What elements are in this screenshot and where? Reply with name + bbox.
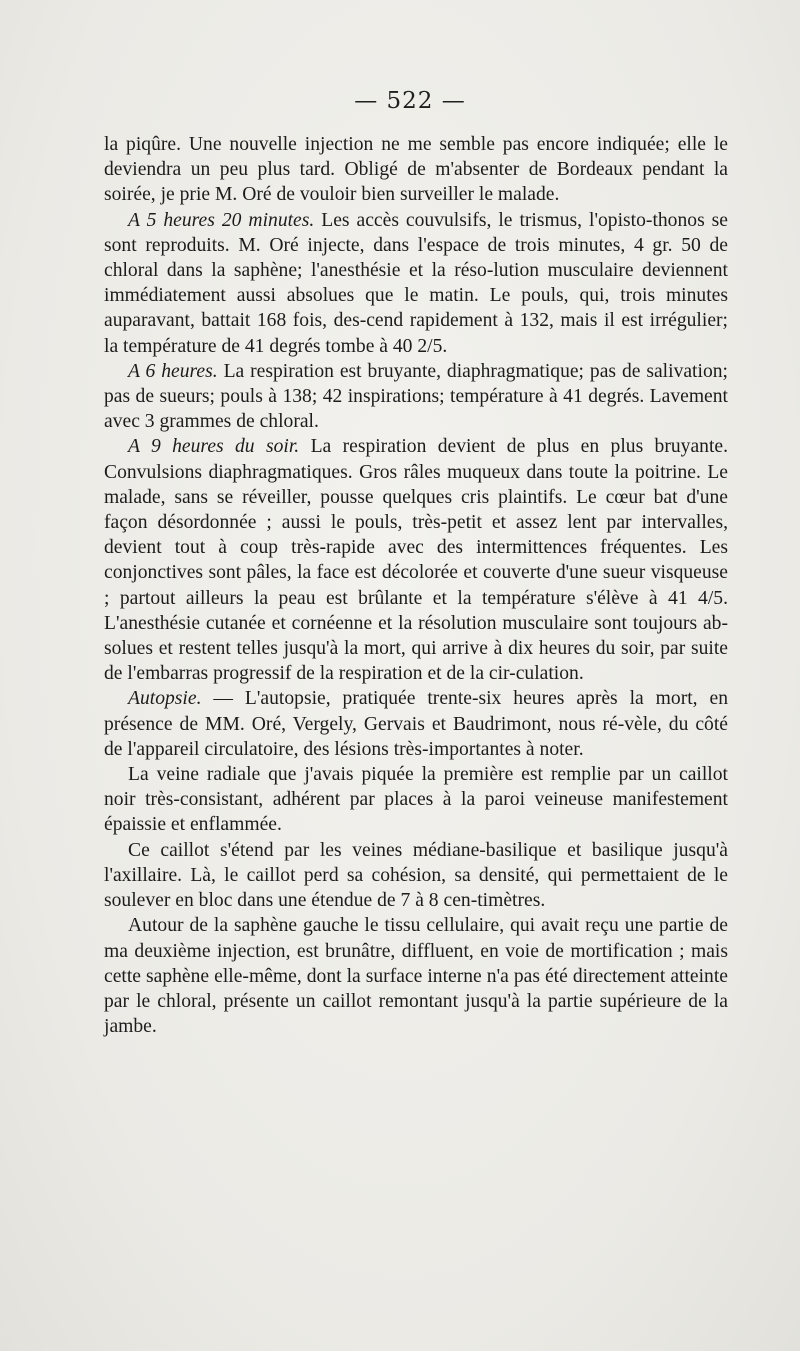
paragraph-text: La veine radiale que j'avais piquée la première est remplie par un caillot noir très-consistant, adhérent par places à la paroi veineuse manifestement épaissie et enflammée.: [104, 764, 728, 836]
paragraph: [104, 686, 728, 762]
paragraph: [104, 359, 728, 435]
paragraph: [104, 762, 728, 838]
page-number: — 522 —: [354, 88, 466, 114]
paragraph-text: — L'autopsie, pratiquée trente-six heures après la mort, en présence de MM. Oré, Vergely, Gervais et Baudrimont, nous ré-vèle, du côté de l'appareil circulatoire, des lésions très-importantes à noter.: [104, 688, 728, 760]
paragraph-lead: A 6 heures.: [128, 360, 218, 382]
paragraph-lead: A 9 heures du soir.: [128, 436, 300, 458]
paragraph: [104, 132, 728, 208]
paragraph-text: Autour de la saphène gauche le tissu cellulaire, qui avait reçu une partie de ma deuxième injection, est brunâtre, diffluent, en voie de mortification ; mais cette saphène elle-même, dont la surface interne n'a pas été directement atteinte par le chloral, présente un caillot remontant jusqu'à la partie supérieure de la jambe.: [104, 915, 728, 1038]
body-text: [104, 132, 728, 1039]
paragraph: [104, 208, 728, 359]
paragraph-text: La respiration devient de plus en plus bruyante. Convulsions diaphragmatiques. Gros râles muqueux dans toute la poitrine. Le malade, sans se réveiller, pousse quelques cris plaintifs. Le cœur bat d'une façon désordonnée ; aussi le pouls, très-petit et assez lent par intervalles, devient tout à coup très-rapide avec des intermittences fréquentes. Les conjonctives sont pâles, la face est décolorée et couverte d'une sueur visqueuse ; partout ailleurs la peau est brûlante et la température s'élève à 41 4/5. L'anesthésie cutanée et cornéenne et la résolution musculaire sont toujours ab-solues et restent telles jusqu'à la mort, qui arrive à dix heures du soir, par suite de l'embarras progressif de la respiration et de la cir-culation.: [104, 436, 729, 685]
paragraph: [104, 913, 728, 1039]
paragraph-lead: A 5 heures 20 minutes.: [128, 209, 315, 231]
paragraph-lead: Autopsie.: [128, 688, 202, 710]
paragraph-text: la piqûre. Une nouvelle injection ne me semble pas encore indiquée; elle le deviendra un peu plus tard. Obligé de m'absenter de Bordeaux pendant la soirée, je prie M. Oré de vouloir bien surveiller le malade.: [104, 134, 728, 206]
paragraph: [104, 434, 728, 686]
paragraph-text: Ce caillot s'étend par les veines médiane-basilique et basilique jusqu'à l'axillaire. Là, le caillot perd sa cohésion, sa densité, qui permettaient de le soulever en bloc dans une étendue de 7 à 8 cen-timètres.: [104, 839, 728, 912]
paragraph-text: La respiration est bruyante, diaphragmatique; pas de salivation; pas de sueurs; pouls à 138; 42 inspirations; température à 41 degrés. Lavement avec 3 grammes de chloral.: [104, 360, 728, 433]
paragraph-text: Les accès couvulsifs, le trismus, l'opisto-thonos se sont reproduits. M. Oré injecte, dans l'espace de trois minutes, 4 gr. 50 de chloral dans la saphène; l'anesthésie et la réso-lution musculaire deviennent immédiatement aussi absolues que le matin. Le pouls, qui, trois minutes auparavant, battait 168 fois, des-cend rapidement à 132, mais il est irrégulier; la température de 41 degrés tombe à 40 2/5.: [104, 209, 728, 357]
paragraph: [104, 838, 728, 914]
